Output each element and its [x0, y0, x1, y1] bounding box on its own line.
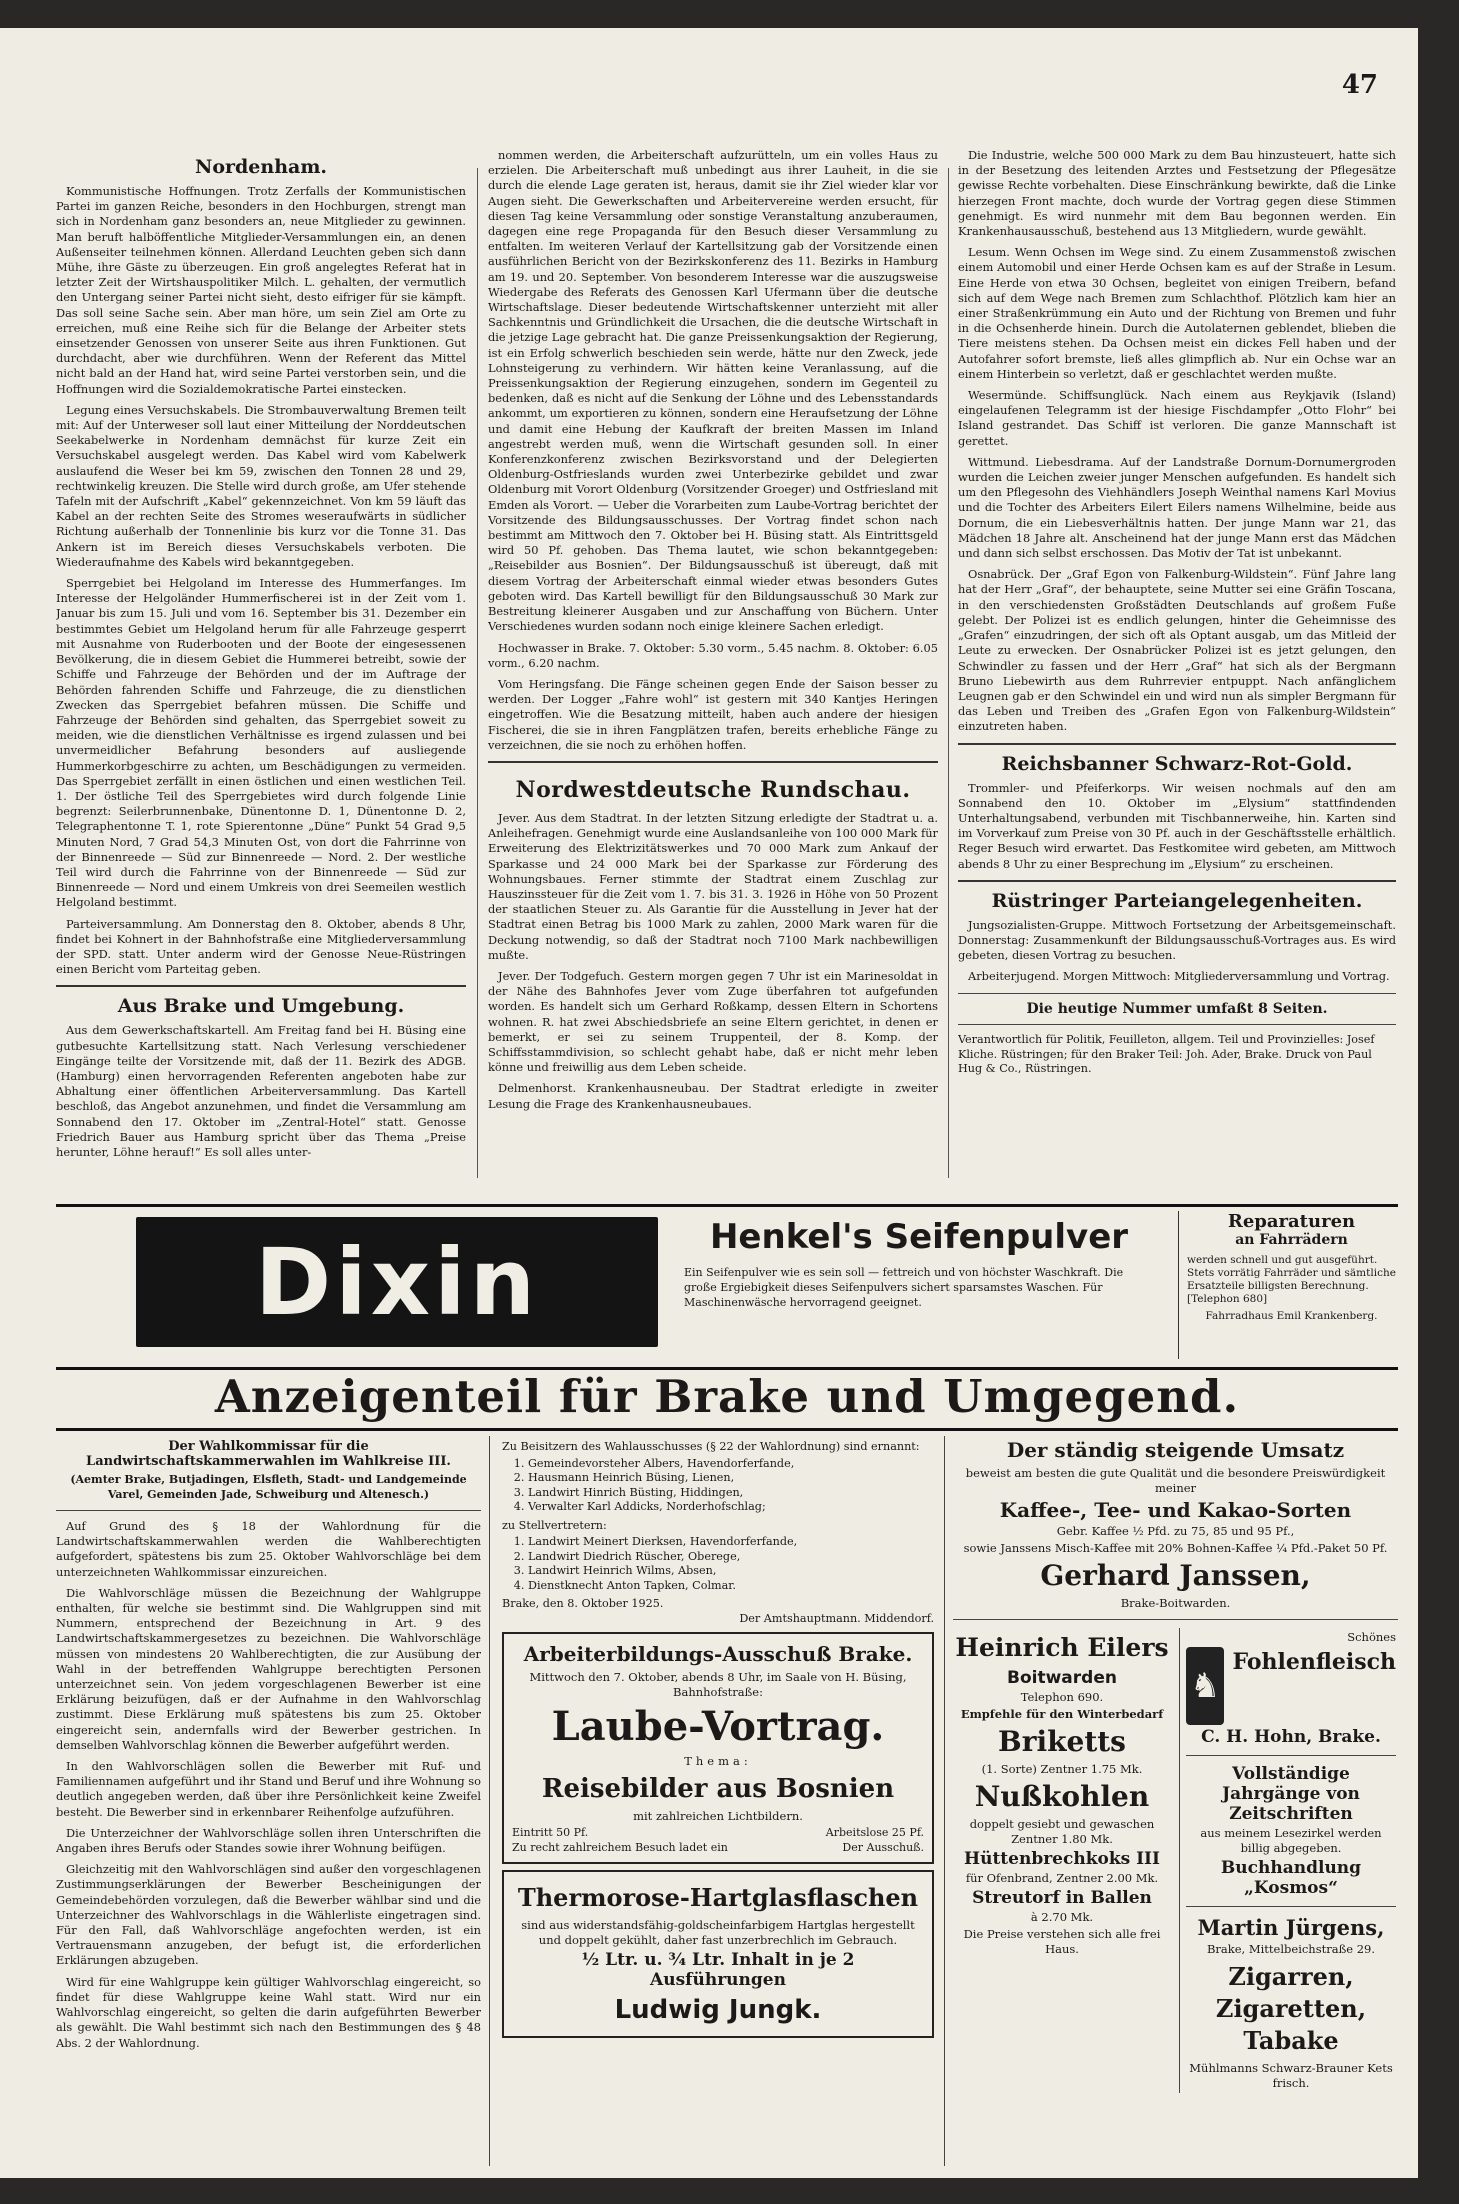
- article: nommen werden, die Arbeiterschaft aufzurütteln, um ein volles Haus zu erzielen. Die Arbeiterschaft muß unbedingt aus ihrer Lauheit, in die sie durch die elende Lage geraten ist, heraus, damit sie ihr Ziel wieder klar vor Augen sieht. Die Gewerkschaften und Arbeitervereine werden ersucht, für diesen Tag keine Versammlung oder sonstige Veranstaltung anzuberaumen, dagegen eine rege Propaganda für den Besuch dieser Versammlung zu entfalten. Im weiteren Verlauf der Kartellsitzung gab der Vorsitzende einen ausführlichen Bericht von der Bezirkskonferenz des 11. Bezirks in Hamburg am 19. und 20. September. Von besonderem Interesse war die auszugsweise Wiedergabe des Referats des Genossen Karl Ufermann über die deutsche Wirtschaftslage. Dieser bedeutende Wirtschaftskenner unterzieht mit aller Sachkenntnis und Gründlichkeit die Ursachen, die die deutsche Wirtschaft in die jetzige Lage gebracht hat. Die ganze Preissenkungsaktion der Regierung, ist ein Erfolg schwerlich beschieden sein werde, hätte nur den Zweck, jede Lohnsteigerung zu verhindern. Wir hätten keine Veranlassung, auf die Preissenkungsaktion der Regierung einzugehen, sondern im Gegenteil zu bedenken, daß es nicht auf die Senkung der Löhne und des Lebensstandards ankommt, um exportieren zu können, sondern eine Heraufsetzung der Löhne und damit eine Hebung der Kaufkraft der breiten Massen im Inland angestrebt werden muß, wenn die Wirtschaft gesunden soll. In einer Konferenzkonferenz zwischen Bezirksvorstand und der Delegierten Oldenburg-Ostfrieslands wurden zwei Unterbezirke gebildet und zwar Oldenburg mit Vorort Oldenburg (Vorsitzender Groeger) und Ostfriesland mit Emden als Vorort. — Ueber die Vorarbeiten zum Laube-Vortrag berichtet der Vorsitzende des Bildungsausschusses. Der Vortrag findet schon nach bestimmt am Mittwoch den 7. Oktober bei H. Büsing statt. Als Eintrittsgeld wird 50 Pf. gehoben. Das Thema lautet, wie schon bekanntgegeben: „Reisebilder aus Bosnien“. Der Bildungsausschuß ist übereugt, daß mit diesem Vortrag der Arbeiterschaft einmal wieder etwas besonders Gutes geboten wird. Das Kartell bewilligt für den Bildungsausschuß 30 Mark zur Bestreitung kleinerer Ausgaben und zur Anschaffung von Büchern. Unter Verschiedenes wurden sodann noch einige kleinere Sachen erledigt.: [488, 148, 938, 634]
- list-item: 1. Landwirt Meinert Dierksen, Havendorferfande,: [528, 1535, 934, 1550]
- repair-title: Reparaturen: [1227, 1211, 1356, 1232]
- list-item: 2. Hausmann Heinrich Büsing, Lienen,: [528, 1471, 934, 1486]
- section-heading-nordenham: Nordenham.: [194, 156, 328, 178]
- divider: [488, 761, 938, 763]
- article: Trommler- und Pfeiferkorps. Wir weisen nochmals auf den am Sonnabend den 10. Oktober im „Elysium“ stattfindenden Unterhaltungsabend, verbunden mit Tischbannerweihe, hin. Karten sind im Vorverkauf zum Preise von 30 Pf. auch in der Geschäftsstelle erhältlich. Reger Besuch wird erwartet. Das Festkomitee wird gebeten, am Mittwoch abends 8 Uhr zu einer Besprechung im „Elysium“ zu erscheinen.: [958, 780, 1396, 871]
- right-ads: [944, 1436, 1398, 2166]
- column-divider: [948, 168, 949, 1178]
- lecture-fee-unemployed: Arbeitslose 25 Pf.: [825, 1826, 924, 1839]
- thermorose-ad: [502, 1870, 934, 2038]
- janssen-firm: Gerhard Janssen,: [1040, 1559, 1311, 1592]
- dixin-logo: Dixin: [254, 1229, 540, 1336]
- thermorose-title: Thermorose-Hartglasflaschen: [517, 1883, 919, 1912]
- divider: [56, 985, 466, 987]
- janssen-prices: Gebr. Kaffee ½ Pfd. zu 75, 85 und 95 Pf.,: [1056, 1524, 1295, 1538]
- lecture-subtitle: mit zahlreichen Lichtbildern.: [633, 1809, 803, 1823]
- advertisement-section: [56, 1436, 1398, 2171]
- column-3: [958, 148, 1396, 1198]
- fohlen-title: Fohlenfleisch: [1232, 1649, 1396, 1675]
- juergens-footer: Mühlmanns Schwarz-Brauner Kets frisch.: [1189, 2061, 1393, 2090]
- juergens-address: Brake, Mittelbeichstraße 29.: [1206, 1942, 1376, 1956]
- list-item: 3. Landwirt Hinrich Büsting, Hiddingen,: [528, 1486, 934, 1501]
- article: Arbeiterjugend. Morgen Mittwoch: Mitgliederversammlung und Vortrag.: [968, 969, 1390, 984]
- notice-paragraph: In den Wahlvorschlägen sollen die Bewerber mit Ruf- und Familiennamen aufgeführt und ihr Stand und Beruf und ihre Wohnung so deutlich angegeben werden, daß über ihre Persönlichkeit keine Zweifel besteht. Die Bewerber sind in erkennbarer Reihenfolge aufzuführen.: [56, 1759, 481, 1819]
- notice-paragraph: Gleichzeitig mit den Wahlvorschlägen sind außer den vorgeschlagenen Zustimmungserklärungen der Bewerber Bescheinigungen der Gemeindebehörden vorzulegen, daß die Bewerber wählbar sind und die Unterzeichner des Wahlvorschlags in die Wählerliste eingetragen sind. Für den Fall, daß Wahlvorschläge angefochten werden, ist ein Vertrauensmann anzugeben, der befugt ist, die erforderlichen Erklärungen abzugeben.: [56, 1862, 481, 1968]
- notice-paragraph: Die Unterzeichner der Wahlvorschläge sollen ihren Unterschriften die Angaben ihres Berufs oder Standes sowie ihrer Wohnung beifügen.: [56, 1825, 481, 1856]
- news-section: [56, 148, 1396, 1198]
- briketts-price: (1. Sorte) Zentner 1.75 Mk.: [981, 1762, 1143, 1776]
- column-2: [488, 148, 938, 1198]
- section-heading-ruestringer: Rüstringer Parteiangelegenheiten.: [991, 889, 1363, 912]
- janssen-place: Brake-Boitwarden.: [1120, 1596, 1231, 1610]
- article: Vom Heringsfang. Die Fänge scheinen gegen Ende der Saison besser zu werden. Der Logger „Fahre wohl“ ist gestern mit 340 Kantjes Heringen eingetroffen. Wie die Besatzung mitteilt, haben auch andere der hiesigen Fischerei, die sie in ihren Fangplätzen trafen, bereits erhebliche Fänge zu verzeichnen, die sie noch zu erhöhen hoffen.: [488, 676, 938, 752]
- eilers-place: Boitwarden: [1007, 1668, 1117, 1688]
- bicycle-repair-ad: [1178, 1211, 1396, 1359]
- kosmos-firm: Buchhandlung „Kosmos“: [1220, 1858, 1362, 1898]
- notice-subheading: (Aemter Brake, Butjadingen, Elsfleth, Stadt- und Landgemeinde Varel, Gemeinden Jade, Schweiburg und Altenesch.): [70, 1473, 467, 1501]
- fohlen-label: Schönes: [1347, 1630, 1396, 1644]
- koks-price: für Ofenbrand, Zentner 2.00 Mk.: [965, 1871, 1159, 1885]
- newspaper-page: [0, 28, 1418, 2178]
- repair-subtitle: an Fahrrädern: [1235, 1232, 1348, 1248]
- eilers-name: Heinrich Eilers: [955, 1633, 1169, 1662]
- committee-deputies: [502, 1535, 934, 1593]
- article: Die Industrie, welche 500 000 Mark zu dem Bau hinzusteuert, hatte sich in der Besetzung des leitenden Arztes und Festsetzung der Pflegesätze gewisse Rechte vorbehalten. Diese Einschränkung bewirkte, daß die Linke hierzegen Front machte, doch wurde der Vortrag gegen diese Stimmen genehmigt. Es wird nunmehr mit dem Bau begonnen werden. Ein Krankenhausausschuß, bestehend aus 13 Mitgliedern, wurde gewählt.: [958, 148, 1396, 239]
- article: Jungsozialisten-Gruppe. Mittwoch Fortsetzung der Arbeitsgemeinschaft. Donnerstag: Zusammenkunft der Bildungsausschuß-Vortrages aus. Es wird gebeten, diesen Vortrag zu besuchen.: [958, 917, 1396, 963]
- issue-notice: Die heutige Nummer umfaßt 8 Seiten.: [1026, 1000, 1328, 1017]
- lecture-when: Mittwoch den 7. Oktober, abends 8 Uhr, im Saale von H. Büsing, Bahnhofstraße:: [529, 1670, 907, 1699]
- janssen-description: beweist am besten die gute Qualität und die besondere Preiswürdigkeit meiner: [965, 1466, 1386, 1495]
- thermorose-description: sind aus widerstandsfähig-goldscheinfarbigem Hartglas hergestellt und doppelt gekühlt, daher fast unzerbrechlich im Gebrauch.: [521, 1918, 915, 1947]
- committee-members: [502, 1457, 934, 1515]
- henkel-ad: [684, 1213, 1154, 1353]
- zeitschriften-description: aus meinem Lesezirkel werden billig abgegeben.: [1200, 1826, 1382, 1855]
- article: Sperrgebiet bei Helgoland im Interesse des Hummerfanges. Im Interesse der Helgoländer Hummerfischerei ist in der Zeit vom 1. Januar bis zum 15. Juli und vom 16. September bis 31. Dezember ein bestimmtes Gebiet um Helgoland herum für alle Fahrzeuge gesperrt mit Ausnahme von Ruderbooten und der Boote der eingesessenen Bevölkerung, die in diesem Gebiet die Hummerei betreibt, sowie der Schiffe und Fahrzeuge der Behörden und der im Auftrage der Behörden fahrenden Schiffe und Fahrzeuge, die zu dienstlichen Zwecken das Sperrgebiet befahren müssen. Die Schiffe und Fahrzeuge der Behörden sind gehalten, das Sperrgebiet soweit zu meiden, wie die dienstlichen Verhältnisse es irgend zulassen und bei unvermeidlicher Befahrung besonders auf ausliegende Hummerkorbgeschirre zu achten, um Beschädigungen zu vermeiden. Das Sperrgebiet zerfällt in einen östlichen und einen westlichen Teil. 1. Der östliche Teil des Sperrgebietes wird durch folgende Linie begrenzt: Seilerbrunnenbake, Dünentonne D. 1, Dünentonne D. 2, Telegraphentonne T. 1, rote Spierentonne „Düne“ Punkt 54 Grad 9,5 Minuten Nord, 7 Grad 54,3 Minuten Ost, von dort die Fahrrinne von der Binnenreede — Süd zur Binnenreede — Nord. 2. Der westliche Teil wird durch die Fahrrinne von der Binnenreede — Süd zur Binnenreede — Nord und einem Umkreis von drei Seemeilen westlich Helgoland bestimmt.: [56, 576, 466, 910]
- article: Osnabrück. Der „Graf Egon von Falkenburg-Wildstein“. Fünf Jahre lang hat der Herr „Graf“, der behauptete, seine Mutter sei eine Gräfin Toscana, in den verschiedensten Großstädten Deutschlands auf großem Fuße gelebt. Der Polizei ist es endlich gelungen, hinter die Geheimnisse des „Grafen“ einzudringen, der sich oft als Optant ausgab, um das Mitleid der Leute zu erwecken. Der Osnabrücker Polizei ist es jetzt gelungen, den Schwindler zu fassen und der Herr „Graf“ hat sich als der Bergmann Bruno Liebewirth aus dem Ruhrrevier entpuppt. Nach anfänglichem Leugnen gab er den Schwindel ein und wird nun als simpler Bergmann für das Leben und Treiben des „Grafen Egon von Falkenburg-Wildstein“ einzutreten haben.: [958, 567, 1396, 734]
- article: Legung eines Versuchskabels. Die Strombauverwaltung Bremen teilt mit: Auf der Unterweser soll laut einer Mitteilung der Norddeutschen Seekabelwerke in Nordenham demnächst für kurze Zeit ein Versuchskabel ausgelegt werden. Das Kabel wird vom Kabelwerk auslaufend die Weser bei km 59, zwischen den Tonnen 28 und 29, rechtwinkelig kreuzen. Die Stelle wird durch große, am Ufer stehende Tafeln mit der Aufschrift „Kabel“ gekennzeichnet. Von km 59 läuft das Kabel an der rechten Seite des Stromes weseraufwärts in südlicher Richtung außerhalb der Tonnenlinie bis kurz vor die Tonne 31. Das Ankern ist im Bereich dieses Versuchskabels verboten. Die Wiederaufnahme des Kabels wird bekanntgegeben.: [56, 402, 466, 569]
- divider: [1186, 1906, 1396, 1907]
- dixin-ad: [136, 1217, 658, 1347]
- juergens-products: Zigarren, Zigaretten, Tabake: [1215, 1962, 1367, 2055]
- repair-firm: Fahrradhaus Emil Krankenberg.: [1205, 1310, 1378, 1322]
- middle-ads: [502, 1436, 934, 2166]
- eilers-telephone: Telephon 690.: [1020, 1690, 1104, 1704]
- advertisement-section-title: Anzeigenteil für Brake und Umgegend.: [56, 1370, 1398, 1431]
- divider: [958, 993, 1396, 994]
- eilers-footer: Die Preise verstehen sich alle frei Haus.: [963, 1927, 1161, 1956]
- horse-icon: ♞: [1186, 1647, 1224, 1725]
- column-divider: [477, 168, 478, 1178]
- article: Parteiversammlung. Am Donnerstag den 8. Oktober, abends 8 Uhr, findet bei Kohnert in der Bahnhofstraße eine Mitgliederversammlung der SPD. statt. Unter anderm wird der Genosse Neue-Rüstringen einen Bericht vom Parteitag geben.: [56, 916, 466, 977]
- election-notice: [56, 1436, 490, 2166]
- henkel-description: Ein Seifenpulver wie es sein soll — fettreich und von höchster Waschkraft. Die große Ergiebigkeit dieses Seifenpulvers sichert sparsamstes Waschen. Für Maschinenwäsche hervorragend geeignet.: [684, 1266, 1124, 1309]
- notice-paragraph: Auf Grund des § 18 der Wahlordnung für die Landwirtschaftskammerwahlen werden die Wahlberechtigten aufgefordert, spätestens bis zum 25. Oktober Wahlvorschläge bei dem unterzeichneten Wahlkommissar einzureichen.: [56, 1519, 481, 1579]
- streutorf: Streutorf in Ballen: [972, 1888, 1152, 1908]
- divider: [958, 1024, 1396, 1025]
- article: Delmenhorst. Krankenhausneubau. Der Stadtrat erledigte in zweiter Lesung die Frage des Krankenhausneubaues.: [488, 1081, 938, 1111]
- article: Kommunistische Hoffnungen. Trotz Zerfalls der Kommunistischen Partei im ganzen Reiche, besonders in den Hochburgen, strengt man sich in Nordenham ganz besonders an, neue Mitglieder zu gewinnen. Man beruft halböffentliche Mitglieder-Versammlungen ein, an denen Außenseiter teilnehmen können. Allerdand Leuchten geben sich dann Mühe, ihre Gäste zu überzeugen. Ein groß angelegtes Referat hat in letzter Zeit der Wirtshauspolitiker Milch. L. gehalten, der vermutlich den Untergang seiner Partei nicht sieht, desto eifriger für sie kämpft. Das soll seine Sache sein. Aber man höre, um sein Ziel am Orte zu erreichen, muß eine Reihe sich für die Belange der Arbeiter stets einsetzender Genossen von unserer Seite aus ihren Funktionen. Gut durchdacht, aber wie durchführen. Wenn der Referent das Mittel nicht bald an der Hand hat, wird seine Partei verstorben sein, und die Hoffnungen wird die Sozialdemokratische Partei einstecken.: [56, 184, 466, 396]
- thermorose-sizes: ½ Ltr. u. ¾ Ltr. Inhalt in je 2 Ausführungen: [581, 1950, 855, 1990]
- eilers-recommendation: Empfehle für den Winterbedarf: [960, 1707, 1164, 1721]
- list-item: 4. Verwalter Karl Addicks, Norderhofschlag;: [528, 1500, 934, 1515]
- column-1: [56, 148, 466, 1198]
- lecture-fee: Eintritt 50 Pf.: [512, 1826, 589, 1839]
- janssen-headline: Der ständig steigende Umsatz: [1006, 1438, 1345, 1462]
- notice-paragraph: Wird für eine Wahlgruppe kein gültiger Wahlvorschlag eingereicht, so findet für diese Wahlgruppe keine Wahl statt. Wird nur ein Wahlvorschlag eingereicht, so gelten die darin aufgeführten Bewerber als gewählt. Die Wahl bestimmt sich nach den Bestimmungen des § 48 Abs. 2 der Wahlordnung.: [56, 1974, 481, 2050]
- lecture-topic: Reisebilder aus Bosnien: [541, 1774, 895, 1804]
- list-item: 3. Landwirt Heinrich Wilms, Absen,: [528, 1564, 934, 1579]
- lecture-title: Laube-Vortrag.: [551, 1703, 885, 1750]
- article: Jever. Aus dem Stadtrat. In der letzten Sitzung erledigte der Stadtrat u. a. Anleihefragen. Genehmigt wurde eine Auslandsanleihe von 100 000 Mark für Erweiterung des Elektrizitätswerkes und 70 000 Mark zum Ankauf der Sparkasse und 24 000 Mark bei der Sparkasse zur Förderung des Wohnungsbaues. Ferner stimmte der Stadtrat einem Zuschlag zur Hauszinssteuer für die Zeit vom 1. 7. bis 31. 3. 1926 in Höhe von 50 Prozent der staatlichen Steuer zu. Als Garantie für die Ausstellung in Jever hat der Stadtrat einen Betrag bis 1000 Mark zu zahlen, 2000 Mark waren für die Deckung notwendig, so daß der Stadtrat noch 7100 Mark nachbewilligen mußte.: [488, 810, 938, 962]
- article: Jever. Der Todgefuch. Gestern morgen gegen 7 Uhr ist ein Marinesoldat in der Nähe des Bahnhofes Jever vom Zuge überfahren tot aufgefunden worden. Es handelt sich um Gerhard Roßkamp, dessen Eltern in Schortens wohnen. R. hat zwei Abschiedsbriefe an seine Eltern gerichtet, in denen er bemerkt, er sei zu seinem Truppenteil, der 8. Komp. der Schiffsstammdivision, so schlecht gehabt habe, daß er nicht mehr leben könne und freiwillig aus dem Leben scheide.: [488, 968, 938, 1075]
- juergens-firm: Martin Jürgens,: [1197, 1915, 1385, 1940]
- section-heading-rundschau: Nordwestdeutsche Rundschau.: [515, 776, 911, 803]
- notice-signature: Der Amtshauptmann. Middendorf.: [739, 1611, 934, 1625]
- lecture-invite: Zu recht zahlreichem Besuch ladet ein: [512, 1841, 728, 1854]
- hohn-firm: C. H. Hohn, Brake.: [1201, 1727, 1381, 1747]
- henkel-brand: Henkel's Seifenpulver: [709, 1217, 1129, 1257]
- divider: [1186, 1755, 1396, 1756]
- page-number: 47: [1341, 70, 1378, 100]
- committee-intro: Zu Beisitzern des Wahlausschusses (§ 22 der Wahlordnung) sind ernannt:: [502, 1440, 920, 1453]
- divider: [953, 1619, 1398, 1620]
- divider: [958, 743, 1396, 745]
- divider: [958, 880, 1396, 882]
- lecture-thema-label: Thema:: [684, 1754, 752, 1768]
- briketts: Briketts: [998, 1725, 1126, 1758]
- lecture-organizer: Arbeiterbildungs-Ausschuß Brake.: [523, 1642, 913, 1666]
- article: Wittmund. Liebesdrama. Auf der Landstraße Dornum-Dornumergroden wurden die Leichen zweier junger Menschen aufgefunden. Es handelt sich um den Pflegesohn des Viehhändlers Joseph Weinthal namens Karl Movius und die Tochter des Arbeiters Eilert Eilers namens Wilhelmine, beide aus Dornum, die ein Liebesverhältnis hatten. Der junge Mann war 21, das Mädchen 18 Jahre alt. Anscheinend hat der junge Mann erst das Mädchen und dann sich selbst erschossen. Das Motiv der Tat ist unbekannt.: [958, 454, 1396, 561]
- repair-description: werden schnell und gut ausgeführt. Stets vorrätig Fahrräder und sämtliche Ersatzteile billigsten Berechnung. [Telephon 680]: [1187, 1254, 1396, 1305]
- article: Lesum. Wenn Ochsen im Wege sind. Zu einem Zusammenstoß zwischen einem Automobil und einer Herde Ochsen kam es auf der Straße in Lesum. Eine Herde von etwa 30 Ochsen, begleitet von einigen Treibern, befand sich auf dem Wege nach Bremen zum Schlachthof. Plötzlich kam hier an einer Straßenkrümmung ein Auto und der Richtung von Bremen und fuhr in die Ochsenherde hinein. Durch die Autolaternen geblendet, blieben die Tiere meistens stehen. Da Ochsen meist ein dickes Fell haben und der Autofahrer sofort bremste, ließ alles glimpflich ab. Nur ein Ochse war an einem Hinterbein so verletzt, daß er geschlachtet werden mußte.: [958, 245, 1396, 381]
- notice-date: Brake, den 8. Oktober 1925.: [502, 1597, 664, 1610]
- list-item: 4. Dienstknecht Anton Tapken, Colmar.: [528, 1579, 934, 1594]
- section-heading-brake: Aus Brake und Umgebung.: [117, 995, 405, 1018]
- lecture-ad: [502, 1632, 934, 1864]
- eilers-ad: [953, 1628, 1171, 2093]
- nusskohlen-description: doppelt gesiebt und gewaschen Zentner 1.80 Mk.: [969, 1817, 1155, 1846]
- list-item: 1. Gemeindevorsteher Albers, Havendorferfande,: [528, 1457, 934, 1472]
- janssen-prices: sowie Janssens Misch-Kaffee mit 20% Bohnen-Kaffee ¼ Pfd.-Paket 50 Pf.: [963, 1541, 1388, 1555]
- streutorf-price: à 2.70 Mk.: [1030, 1910, 1094, 1924]
- thermorose-firm: Ludwig Jungk.: [614, 1995, 822, 2025]
- notice-heading: Der Wahlkommissar für die Landwirtschaftskammerwahlen im Wahlkreise III.: [86, 1439, 451, 1469]
- advertisement-band: [56, 1204, 1398, 1370]
- article: Aus dem Gewerkschaftskartell. Am Freitag fand bei H. Büsing eine gutbesuchte Kartellsitzung statt. Nach Verlesung verschiedener Eingänge teilte der Vorsitzende mit, daß der 11. Bezirk des ADGB. (Hamburg) einen hervorragenden Referenten angeboten habe zur Abhaltung einer öffentlichen Arbeiterversammlung. Das Kartell beschloß, das Angebot anzunehmen, und findet die Versammlung am Sonnabend den 17. Oktober im „Zentral-Hotel“ statt. Genosse Friedrich Bauer aus Hamburg spricht über das Thema „Preise herunter, Löhne herauf!“ Es soll alles unter-: [56, 1023, 466, 1159]
- divider: [56, 1510, 481, 1511]
- notice-paragraph: Die Wahlvorschläge müssen die Bezeichnung der Wahlgruppe enthalten, für welche sie bestimmt sind. Die Wahlgruppen sind mit Nummern, entsprechend der Bezeichnung in Art. 9 des Landwirtschaftskammergesetzes zu bezeichnen. Die Wahlvorschläge müssen von mindestens 20 Wahlberechtigten, die zur Ausübung der Wahl in der betreffenden Wahlgruppe berechtigten Personen unterzeichnet sein. Von jedem vorgeschlagenen Bewerber ist eine Erklärung beizufügen, daß er der Aufnahme in den Wahlvorschlag zustimmt. Diese Erklärung muß spätestens bis zum 25. Oktober eingereicht sein, andernfalls wird der Bewerber gestrichen. In demselben Wahlvorschlag können die Bewerber aufgeführt werden.: [56, 1585, 481, 1752]
- janssen-products: Kaffee-, Tee- und Kakao-Sorten: [999, 1498, 1352, 1522]
- article: Hochwasser in Brake. 7. Oktober: 5.30 vorm., 5.45 nachm. 8. Oktober: 6.05 vorm., 6.20 nachm.: [488, 640, 938, 670]
- lecture-signature: Der Ausschuß.: [842, 1841, 924, 1854]
- right-small-ads: [1179, 1628, 1396, 2093]
- section-heading-reichsbanner: Reichsbanner Schwarz-Rot-Gold.: [1001, 752, 1353, 775]
- imprint: Verantwortlich für Politik, Feuilleton, allgem. Teil und Provinzielles: Josef Kliche. Rüstringen; für den Braker Teil: Joh. Ader, Brake. Druck von Paul Hug & Co., Rüstringen.: [958, 1033, 1375, 1076]
- list-item: 2. Landwirt Diedrich Rüscher, Oberege,: [528, 1550, 934, 1565]
- article: Wesermünde. Schiffsunglück. Nach einem aus Reykjavik (Island) eingelaufenen Telegramm ist der hiesige Fischdampfer „Otto Flohr“ bei Island gestrandet. Das Schiff ist verloren. Die ganze Mannschaft ist gerettet.: [958, 388, 1396, 448]
- deputy-label: zu Stellvertretern:: [502, 1518, 607, 1532]
- nusskohlen: Nußkohlen: [974, 1780, 1150, 1813]
- zeitschriften-title: Vollständige Jahrgänge von Zeitschriften: [1222, 1764, 1360, 1824]
- koks: Hüttenbrechkoks III: [964, 1849, 1160, 1869]
